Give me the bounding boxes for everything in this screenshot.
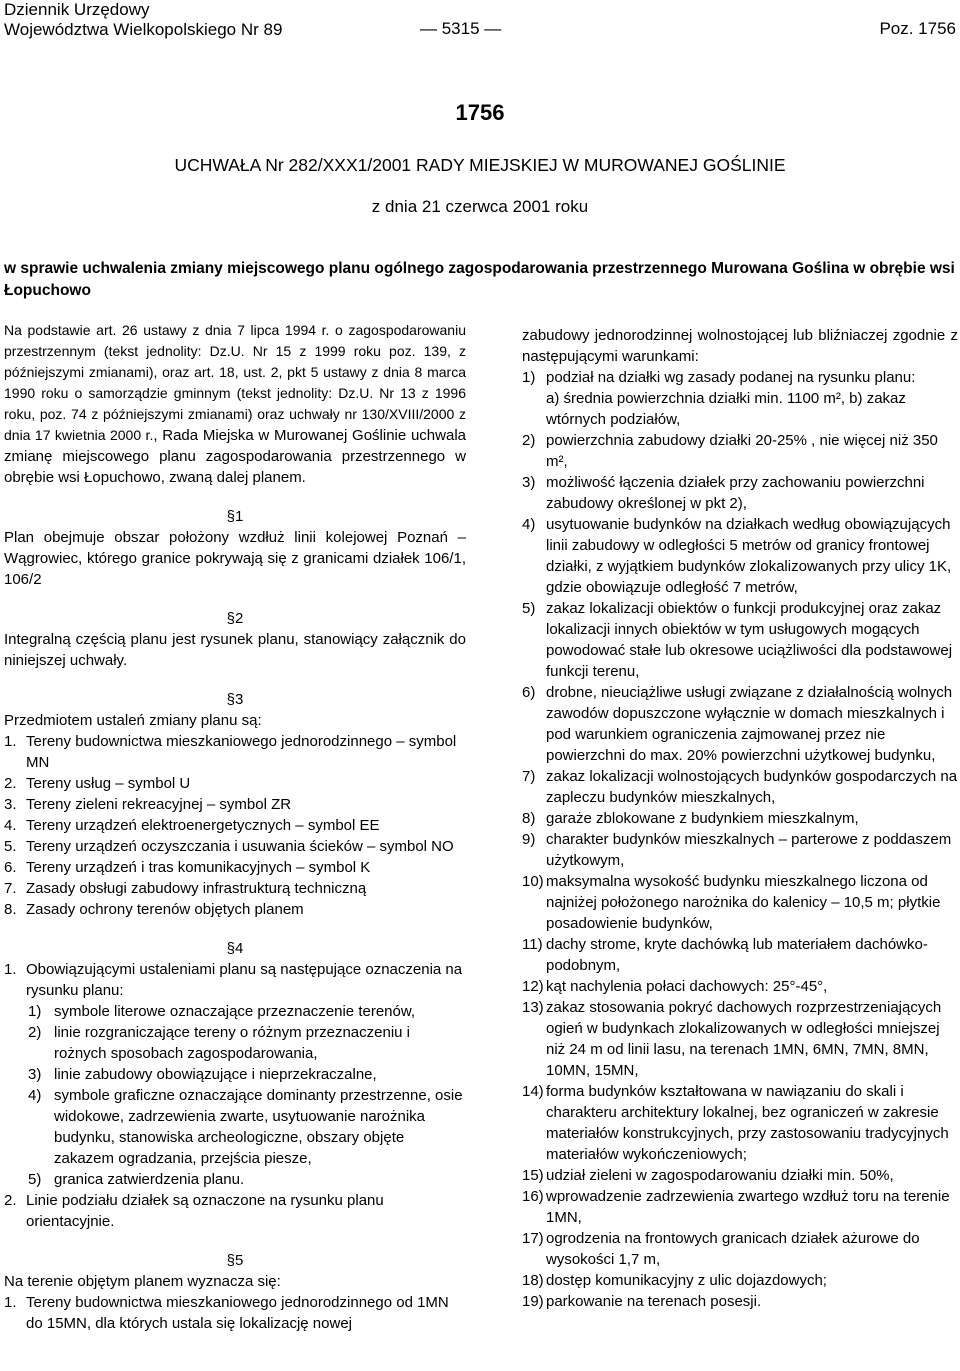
list-item xyxy=(522,934,958,976)
item-number: 6. xyxy=(4,859,17,876)
list-item xyxy=(522,1081,958,1165)
section-2-heading: §2 xyxy=(226,610,244,627)
item-number: 18) xyxy=(522,1272,544,1289)
list-item xyxy=(522,472,958,514)
item-number: 17) xyxy=(522,1230,544,1247)
item-text: kąt nachylenia połaci dachowych: 25°-45°, xyxy=(546,978,828,995)
item-text: zakaz stosowania pokryć dachowych rozprzestrzeniających ogień w budynkach zlokalizowanych w odległości mniejszej niż 24 m od linii lasu, na terenach 1MN, 6MN, 7MN, 8MN, 10MN, 15MN, xyxy=(546,999,942,1079)
list-item xyxy=(4,836,466,857)
list-item xyxy=(4,959,466,1001)
list-item xyxy=(522,808,958,829)
right-column xyxy=(522,325,958,1312)
list-item xyxy=(522,430,958,472)
item-number: 19) xyxy=(522,1293,544,1310)
section-5-heading: §5 xyxy=(226,1252,244,1269)
list-item xyxy=(522,976,958,997)
journal-line-1: Dziennik Urzędowy xyxy=(4,0,150,19)
list-item xyxy=(4,1022,466,1064)
item-text: Tereny urządzeń oczyszczania i usuwania ścieków – symbol NO xyxy=(26,838,454,855)
item-number: 5) xyxy=(522,600,536,617)
act-date: z dnia 21 czerwca 2001 roku xyxy=(371,197,589,216)
item-number: 13) xyxy=(522,999,544,1016)
item-text: parkowanie na terenach posesji. xyxy=(546,1293,762,1310)
item-number: 9) xyxy=(522,831,536,848)
list-item xyxy=(4,857,466,878)
item-number: 7. xyxy=(4,880,17,897)
list-item xyxy=(4,878,466,899)
item-number: 15) xyxy=(522,1167,544,1184)
item-text: Tereny usług – symbol U xyxy=(26,775,191,792)
item-number: 11) xyxy=(522,936,543,953)
preamble-legal-basis: Na podstawie art. 26 ustawy z dnia 7 lipca 1994 r. o zagospodarowaniu przestrzennym (tekst jednolity: Dz.U. Nr 15 z 1999 roku poz. 139, z późniejszymi zmianami), oraz art. 18, ust. 2, pkt 5 ustawy z dnia 8 marca 1990 roku o samorządzie gminnym (tekst jednolity: Dz.U. Nr 13 z 1996 roku, poz. 74 z późniejszymi zmianami) oraz uchwały nr 130/XVIII/2000 z dnia 17 kwietnia 2000 r. xyxy=(4,322,466,443)
item-number: 10) xyxy=(522,873,544,890)
item-text: Tereny budownictwa mieszkaniowego jednorodzinnego – symbol MN xyxy=(26,733,457,771)
conditions-list xyxy=(522,367,958,1312)
item-text: charakter budynków mieszkalnych – parterowe z poddaszem użytkowym, xyxy=(546,831,952,869)
item-number: 2) xyxy=(522,432,536,449)
journal-name xyxy=(4,0,282,40)
item-text: symbole literowe oznaczające przeznaczenie terenów, xyxy=(54,1003,416,1020)
item-number: 7) xyxy=(522,768,536,785)
section-4-list xyxy=(4,959,466,1001)
item-number: 16) xyxy=(522,1188,544,1205)
item-text: symbole graficzne oznaczające dominanty przestrzenne, osie widokowe, zadrzewienia zwarte, usytuowanie narożnika budynku, stanowiska archeologiczne, obszary objęte zakazem ogradzania, przejścia piesze, xyxy=(54,1087,463,1167)
section-3-list xyxy=(4,731,466,920)
item-number: 3. xyxy=(4,796,17,813)
item-number: 1) xyxy=(522,369,536,386)
item-text: dostęp komunikacyjny z ulic dojazdowych; xyxy=(546,1272,827,1289)
item-number: 1. xyxy=(4,733,17,750)
journal-line-2: Województwa Wielkopolskiego Nr 89 xyxy=(4,20,283,39)
item-number: 5) xyxy=(28,1171,42,1188)
item-text: garaże zblokowane z budynkiem mieszkalnym, xyxy=(546,810,859,827)
item-text: dachy strome, kryte dachówką lub materiałem dachówko-podobnym, xyxy=(546,936,928,974)
item-text: drobne, nieuciążliwe usługi związane z działalnością wolnych zawodów dopuszczone wyłącznie w domach mieszkalnych i pod warunkiem ograniczenia zajmowanej przez nie powierzchni do max. 20% powierzchni użytkowej budynku, xyxy=(546,684,953,764)
section-2-text: Integralną częścią planu jest rysunek planu, stanowiący załącznik do niniejszej uchwały. xyxy=(4,631,466,669)
item-number: 2. xyxy=(4,1192,17,1209)
act-title: UCHWAŁA Nr 282/XXX1/2001 RADY MIEJSKIEJ W MUROWANEJ GOŚLINIE xyxy=(174,155,786,175)
section-5-list xyxy=(4,1292,466,1334)
item-number: 3) xyxy=(522,474,536,491)
item-text: możliwość łączenia działek przy zachowaniu powierzchni zabudowy określonej w pkt 2), xyxy=(546,474,925,512)
item-text: podział na działki wg zasady podanej na rysunku planu: xyxy=(546,369,916,386)
list-item xyxy=(4,1190,466,1232)
item-text: Zasady ochrony terenów objętych planem xyxy=(26,901,304,918)
page-number: — 5315 — xyxy=(420,19,502,38)
list-item xyxy=(4,794,466,815)
list-item xyxy=(522,1186,958,1228)
preamble-resolution: , Rada Miejska w Murowanej Goślinie uchwala zmianę miejscowego planu zagospodarowania przestrzennego w obrębie wsi Łopuchowo, zwaną dalej planem. xyxy=(4,427,466,486)
item-text: zakaz lokalizacji obiektów o funkcji produkcyjnej oraz zakaz lokalizacji innych obiektów w tym usługowych mogących powodować stałe lub okresowe uciążliwości dla podstawowej funkcji terenu, xyxy=(546,600,953,680)
item-number: 12) xyxy=(522,978,544,995)
item-number: 14) xyxy=(522,1083,544,1100)
item-number: 2. xyxy=(4,775,17,792)
list-item xyxy=(4,899,466,920)
section-4-sublist xyxy=(4,1001,466,1190)
item-text: Tereny urządzeń i tras komunikacyjnych – symbol K xyxy=(26,859,371,876)
list-item xyxy=(522,871,958,934)
list-item xyxy=(4,815,466,836)
list-item xyxy=(522,367,958,388)
item-text: Tereny budownictwa mieszkaniowego jednorodzinnego od 1MN do 15MN, dla których ustala się lokalizację nowej xyxy=(26,1294,449,1332)
act-number: 1756 xyxy=(455,100,505,125)
item-number: 4. xyxy=(4,817,17,834)
act-subject: w sprawie uchwalenia zmiany miejscowego planu ogólnego zagospodarowania przestrzennego Murowana Goślina w obrębie wsi Łopuchowo xyxy=(4,260,955,299)
section-4-heading: §4 xyxy=(226,940,244,957)
item-number: 3) xyxy=(28,1066,42,1083)
item-text: zakaz lokalizacji wolnostojących budynków gospodarczych na zapleczu budynków mieszkalnych, xyxy=(546,768,958,806)
list-item xyxy=(522,388,958,430)
list-item xyxy=(4,731,466,773)
position-number: Poz. 1756 xyxy=(879,19,956,38)
list-item xyxy=(522,1228,958,1270)
section-3-heading: §3 xyxy=(226,691,244,708)
item-text: Tereny zieleni rekreacyjnej – symbol ZR xyxy=(26,796,292,813)
item-text: wprowadzenie zadrzewienia zwartego wzdłuż toru na terenie 1MN, xyxy=(546,1188,950,1226)
conditions-intro: zabudowy jednorodzinnej wolnostojącej lub bliźniaczej zgodnie z następującymi warunkami: xyxy=(522,327,958,365)
item-text: linie zabudowy obowiązujące i nieprzekraczalne, xyxy=(54,1066,377,1083)
item-number: 4) xyxy=(28,1087,42,1104)
list-item xyxy=(4,1064,466,1085)
item-text: a) średnia powierzchnia działki min. 1100 m², b) zakaz wtórnych podziałów, xyxy=(546,390,906,428)
list-item xyxy=(522,598,958,682)
preamble xyxy=(4,320,466,488)
section-4-list-2 xyxy=(4,1190,466,1232)
item-number: 6) xyxy=(522,684,536,701)
section-3-intro: Przedmiotem ustaleń zmiany planu są: xyxy=(4,712,262,729)
list-item xyxy=(522,997,958,1081)
list-item xyxy=(522,1165,958,1186)
item-text: Linie podziału działek są oznaczone na rysunku planu orientacyjnie. xyxy=(26,1192,384,1230)
page-header xyxy=(0,0,960,44)
list-item xyxy=(522,829,958,871)
item-number: 2) xyxy=(28,1024,42,1041)
list-item xyxy=(522,1291,958,1312)
item-text: maksymalna wysokość budynku mieszkalnego liczona od najniżej położonego narożnika do kalenicy – 10,5 m; płytkie posadowienie budynków, xyxy=(546,873,941,932)
item-text: usytuowanie budynków na działkach według obowiązujących linii zabudowy w odległości 5 metrów od granicy frontowej działki, z wyjątkiem budynków zlokalizowanych przy ulicy 1K, gdzie obowiązuje odległość 7 metrów, xyxy=(546,516,952,596)
item-number: 4) xyxy=(522,516,536,533)
item-text: ogrodzenia na frontowych granicach działek ażurowe do wysokości 1,7 m, xyxy=(546,1230,920,1268)
section-1-text: Plan obejmuje obszar położony wzdłuż linii kolejowej Poznań – Wągrowiec, którego granice pokrywają się z granicami działek 106/1, 106/2 xyxy=(4,529,466,588)
item-number: 8) xyxy=(522,810,536,827)
list-item xyxy=(522,1270,958,1291)
left-column xyxy=(4,320,466,1334)
item-text: linie rozgraniczające tereny o różnym przeznaczeniu i rożnych sposobach zagospodarowania, xyxy=(54,1024,411,1062)
item-number: 1) xyxy=(28,1003,42,1020)
item-text: Obowiązującymi ustaleniami planu są następujące oznaczenia na rysunku planu: xyxy=(26,961,463,999)
list-item xyxy=(4,773,466,794)
item-text: udział zieleni w zagospodarowaniu działki min. 50%, xyxy=(546,1167,894,1184)
list-item xyxy=(522,766,958,808)
section-1-heading: §1 xyxy=(226,508,244,525)
list-item xyxy=(4,1085,466,1169)
item-text: Zasady obsługi zabudowy infrastrukturą techniczną xyxy=(26,880,367,897)
item-text: Tereny urządzeń elektroenergetycznych – symbol EE xyxy=(26,817,380,834)
item-text: forma budynków kształtowana w nawiązaniu do skali i charakteru architektury lokalnej, bez ograniczeń w zakresie materiałów konstrukcyjnych, przy zastosowaniu tradycyjnych materiałów wykończeniowych; xyxy=(546,1083,949,1163)
item-number: 5. xyxy=(4,838,17,855)
section-5-intro: Na terenie objętym planem wyznacza się: xyxy=(4,1273,281,1290)
item-text: granica zatwierdzenia planu. xyxy=(54,1171,245,1188)
list-item xyxy=(4,1292,466,1334)
list-item xyxy=(4,1001,466,1022)
item-text: powierzchnia zabudowy działki 20-25% , nie więcej niż 350 m², xyxy=(546,432,938,470)
item-number: 1. xyxy=(4,961,17,978)
item-number: 8. xyxy=(4,901,17,918)
list-item xyxy=(522,514,958,598)
item-number: 1. xyxy=(4,1294,17,1311)
list-item xyxy=(4,1169,466,1190)
list-item xyxy=(522,682,958,766)
